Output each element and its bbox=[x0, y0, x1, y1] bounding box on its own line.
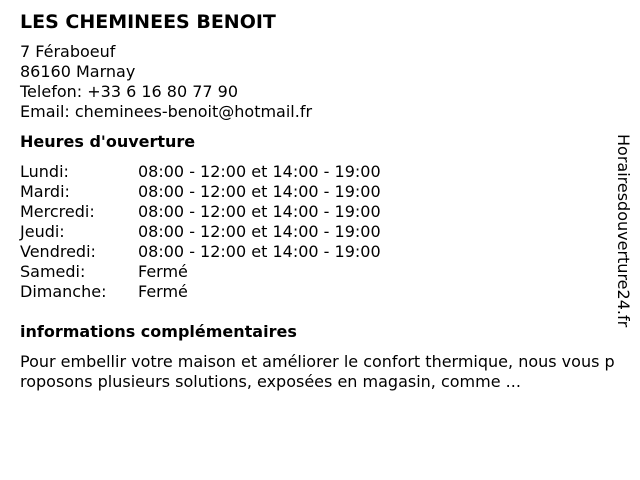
additional-info-heading: informations complémentaires bbox=[20, 322, 297, 341]
day-label: Mardi: bbox=[20, 182, 70, 201]
hours-value: 08:00 - 12:00 et 14:00 - 19:00 bbox=[138, 202, 381, 221]
opening-hours-heading: Heures d'ouverture bbox=[20, 132, 196, 151]
day-label: Samedi: bbox=[20, 262, 86, 281]
hours-value: Fermé bbox=[138, 262, 188, 281]
hours-row-thursday bbox=[20, 222, 620, 242]
hours-value: 08:00 - 12:00 et 14:00 - 19:00 bbox=[138, 242, 381, 261]
day-label: Vendredi: bbox=[20, 242, 96, 261]
hours-value: Fermé bbox=[138, 282, 188, 301]
day-label: Lundi: bbox=[20, 162, 69, 181]
hours-value: 08:00 - 12:00 et 14:00 - 19:00 bbox=[138, 222, 381, 241]
day-label: Jeudi: bbox=[20, 222, 65, 241]
hours-value: 08:00 - 12:00 et 14:00 - 19:00 bbox=[138, 162, 381, 181]
address-city: 86160 Marnay bbox=[20, 62, 136, 81]
additional-info-text: Pour embellir votre maison et améliorer le confort thermique, nous vous proposons plusieurs solutions, exposées en magasin, comme ... bbox=[20, 352, 615, 391]
hours-value: 08:00 - 12:00 et 14:00 - 19:00 bbox=[138, 182, 381, 201]
day-label: Mercredi: bbox=[20, 202, 95, 221]
hours-row-wednesday bbox=[20, 202, 620, 222]
hours-row-tuesday bbox=[20, 182, 620, 202]
site-watermark: Horairesdouverture24.fr bbox=[614, 134, 633, 328]
hours-row-sunday bbox=[20, 282, 620, 302]
hours-row-friday bbox=[20, 242, 620, 262]
hours-row-monday bbox=[20, 162, 620, 182]
address-street: 7 Féraboeuf bbox=[20, 42, 116, 61]
email-address: Email: cheminees-benoit@hotmail.fr bbox=[20, 102, 313, 121]
phone-number: Telefon: +33 6 16 80 77 90 bbox=[20, 82, 239, 101]
hours-row-saturday bbox=[20, 262, 620, 282]
business-card bbox=[20, 10, 620, 392]
day-label: Dimanche: bbox=[20, 282, 107, 301]
business-name: LES CHEMINEES BENOIT bbox=[20, 11, 276, 33]
opening-hours-list bbox=[20, 162, 620, 302]
